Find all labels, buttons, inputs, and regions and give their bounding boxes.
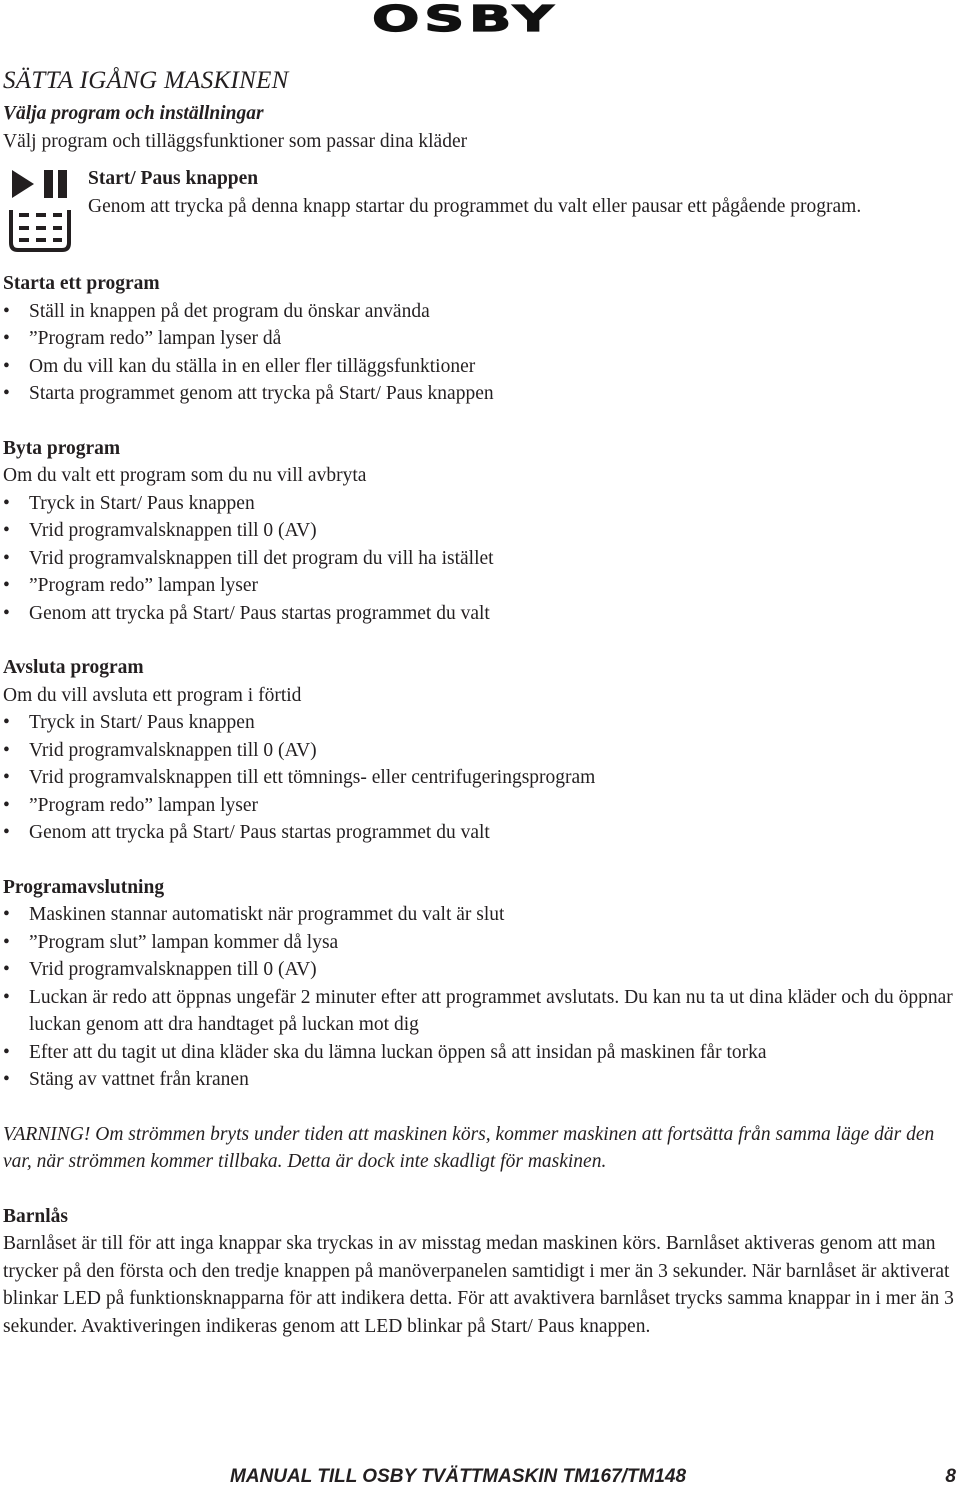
list-item: • Maskinen stannar automatiskt när programmet du valt är slut: [3, 901, 955, 929]
section-heading: Barnlås: [3, 1205, 69, 1227]
start-pause-heading: Start/ Paus knappen: [88, 168, 259, 189]
start-pause-block: [3, 165, 955, 260]
section-end-program: [3, 654, 955, 847]
bullet-list: [3, 490, 955, 628]
list-item: • Vrid programvalsknappen till 0 (AV): [3, 956, 955, 984]
select-heading: Välja program och inställningar: [3, 103, 264, 124]
section-heading: Avsluta program: [3, 657, 144, 678]
list-item: • Stäng av vattnet från kranen: [3, 1066, 955, 1094]
manual-page-content: [3, 64, 955, 1340]
section-heading: Starta ett program: [3, 273, 160, 294]
section-heading: Programavslutning: [3, 876, 165, 898]
list-item: • ”Program redo” lampan lyser då: [3, 325, 955, 353]
page-footer: [230, 1466, 960, 1488]
list-item: • ”Program redo” lampan lyser: [3, 572, 955, 600]
list-item: • Tryck in Start/ Paus knappen: [3, 490, 955, 518]
list-item: • Starta programmet genom att trycka på Start/ Paus knappen: [3, 380, 955, 408]
page-number: 8: [945, 1466, 956, 1487]
list-item: • ”Program slut” lampan kommer då lysa: [3, 929, 955, 957]
section-intro: Om du valt ett program som du nu vill avbryta: [3, 465, 367, 486]
warning-text: VARNING! Om strömmen bryts under tiden att maskinen körs, kommer maskinen att fortsätta från samma läge där den var, när strömmen kommer tillbaka. Detta är dock inte skadligt för maskinen.: [3, 1123, 935, 1172]
list-item: • Om du vill kan du ställa in en eller fler tilläggsfunktioner: [3, 353, 955, 381]
list-item: • Ställ in knappen på det program du önskar använda: [3, 298, 955, 326]
page-title: SÄTTA IGÅNG MASKINEN: [3, 67, 289, 94]
footer-title: MANUAL TILL OSBY TVÄTTMASKIN TM167/TM148: [230, 1466, 687, 1487]
child-lock-text: Barnlåset är till för att inga knappar ska tryckas in av misstag medan maskinen körs. Barnlåset aktiveras genom att man trycker på den första och den tredje knappen på manöverpanelen samtidigt i mer än 3 sekunder. När barnlåset är aktiverat blinkar LED på funktionsknapparna för att indikera detta. För att avaktivera barnlåset trycks samma knappar in i mer än 3 sekunder. Avaktiveringen indikeras genom att LED blinkar på Start/ Paus knappen.: [3, 1233, 954, 1337]
list-item: • Vrid programvalsknappen till det program du vill ha istället: [3, 545, 955, 573]
osby-logo: OSBY: [372, 0, 559, 40]
bullet-list: [3, 901, 955, 1094]
list-item: • Efter att du tagit ut dina kläder ska du lämna luckan öppen så att insidan på maskinen får torka: [3, 1039, 955, 1067]
section-intro: Om du vill avsluta ett program i förtid: [3, 684, 302, 706]
list-item: • Vrid programvalsknappen till ett tömnings- eller centrifugeringsprogram: [3, 764, 955, 792]
start-pause-text: Genom att trycka på denna knapp startar du programmet du valt eller pausar ett pågående program.: [88, 195, 862, 217]
play-pause-wash-icon: [6, 165, 76, 253]
list-item: • Genom att trycka på Start/ Paus startas programmet du valt: [3, 819, 955, 847]
section-child-lock: [3, 1203, 955, 1341]
list-item: • Luckan är redo att öppnas ungefär 2 minuter efter att programmet avslutats. Du kan nu ta ut dina kläder och du öppnar luckan genom att dra handtaget på luckan mot dig: [3, 984, 955, 1039]
list-item: • Genom att trycka på Start/ Paus startas programmet du valt: [3, 600, 955, 628]
start-pause-description: [88, 165, 955, 220]
list-item: • Tryck in Start/ Paus knappen: [3, 709, 955, 737]
section-change-program: [3, 435, 955, 628]
section-program-finish: [3, 874, 955, 1094]
list-item: • Vrid programvalsknappen till 0 (AV): [3, 737, 955, 765]
bullet-list: [3, 298, 955, 408]
section-heading: Byta program: [3, 437, 121, 459]
bullet-list: [3, 709, 955, 847]
list-item: • Vrid programvalsknappen till 0 (AV): [3, 517, 955, 545]
select-text: Välj program och tilläggsfunktioner som passar dina kläder: [3, 130, 468, 152]
section-start-program: [3, 270, 955, 408]
list-item: • ”Program redo” lampan lyser: [3, 792, 955, 820]
